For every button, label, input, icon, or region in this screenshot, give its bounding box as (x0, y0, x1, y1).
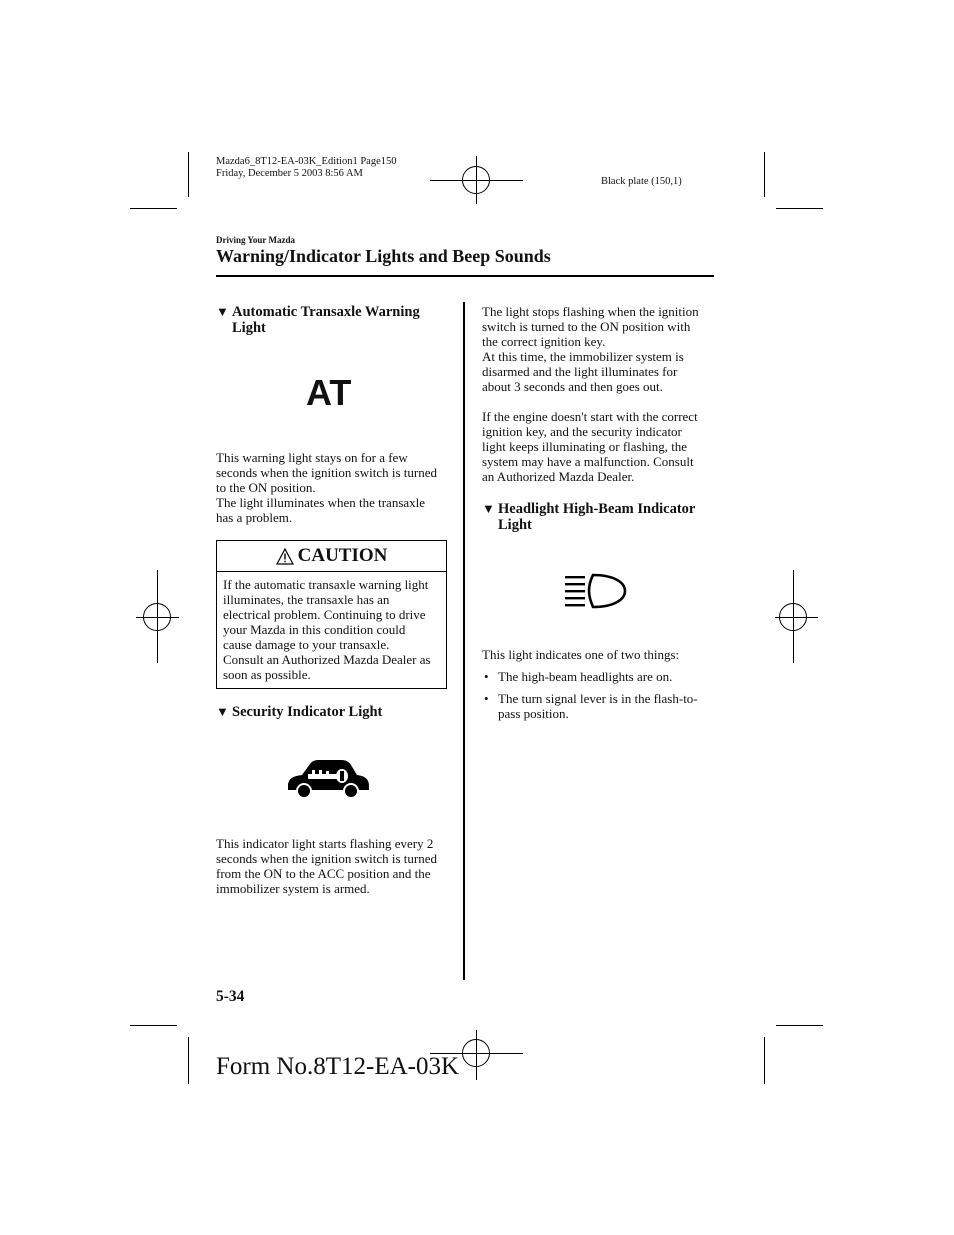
high-beam-headlight-icon (563, 572, 629, 610)
headlight-intro: This light indicates one of two things: (482, 647, 680, 662)
car-with-key-icon (284, 758, 372, 802)
triangle-down-icon: ▼ (216, 704, 229, 719)
caution-box (216, 540, 447, 689)
title-rule (216, 275, 714, 277)
page-number: 5-34 (216, 988, 245, 1005)
list-item: • The turn signal lever is in the flash-to- pass position. (482, 691, 714, 721)
triangle-down-icon: ▼ (482, 501, 495, 516)
print-meta (216, 156, 397, 180)
warning-triangle-icon (276, 548, 294, 565)
security-description: This indicator light starts flashing every 2 seconds when the ignition switch is turned from the ON to the ACC position and the immobilizer system is armed. (216, 836, 437, 896)
headlight-heading: ▼ Headlight High-Beam Indicator Light (482, 501, 696, 533)
at-warning-icon: AT (306, 372, 352, 413)
column-divider (463, 302, 465, 980)
form-number: Form No.8T12-EA-03K (216, 1053, 460, 1080)
at-warning-heading: ▼ Automatic Transaxle Warning Light (216, 304, 420, 336)
caution-header (217, 541, 446, 572)
at-description: This warning light stays on for a few seconds when the ignition switch is turned to the ON position. The light illuminates when the transaxle has a problem. (216, 450, 437, 525)
headlight-bullets (482, 669, 714, 728)
security-heading: ▼ Security Indicator Light (216, 704, 383, 720)
page-title: Warning/Indicator Lights and Beep Sounds (216, 246, 551, 266)
left-column (216, 304, 456, 336)
plate-label: Black plate (150,1) (601, 176, 682, 187)
meta-line-1: Mazda6_8T12-EA-03K_Edition1 Page150 (216, 156, 397, 167)
security-continued: The light stops flashing when the ignition switch is turned to the ON position with the correct ignition key. At this time, the immobilizer system is disarmed and the light illuminates for about 3 seconds and then goes out. If the engine doesn't start with the correct ignition key, and the security indicator light keeps illuminating or flashing, the system may have a malfunction. Consult an Authorized Mazda Dealer. (482, 304, 699, 484)
caution-text: If the automatic transaxle warning light illuminates, the transaxle has an electrical problem. Continuing to drive your Mazda in this condition could cause damage to your transaxle. Consult an Authorized Mazda Dealer as soon as possible. (223, 577, 431, 682)
caution-title: CAUTION (297, 545, 388, 566)
triangle-down-icon: ▼ (216, 304, 229, 319)
list-item: • The high-beam headlights are on. (482, 669, 714, 684)
meta-line-2: Friday, December 5 2003 8:56 AM (216, 168, 363, 179)
section-label: Driving Your Mazda (216, 235, 296, 245)
